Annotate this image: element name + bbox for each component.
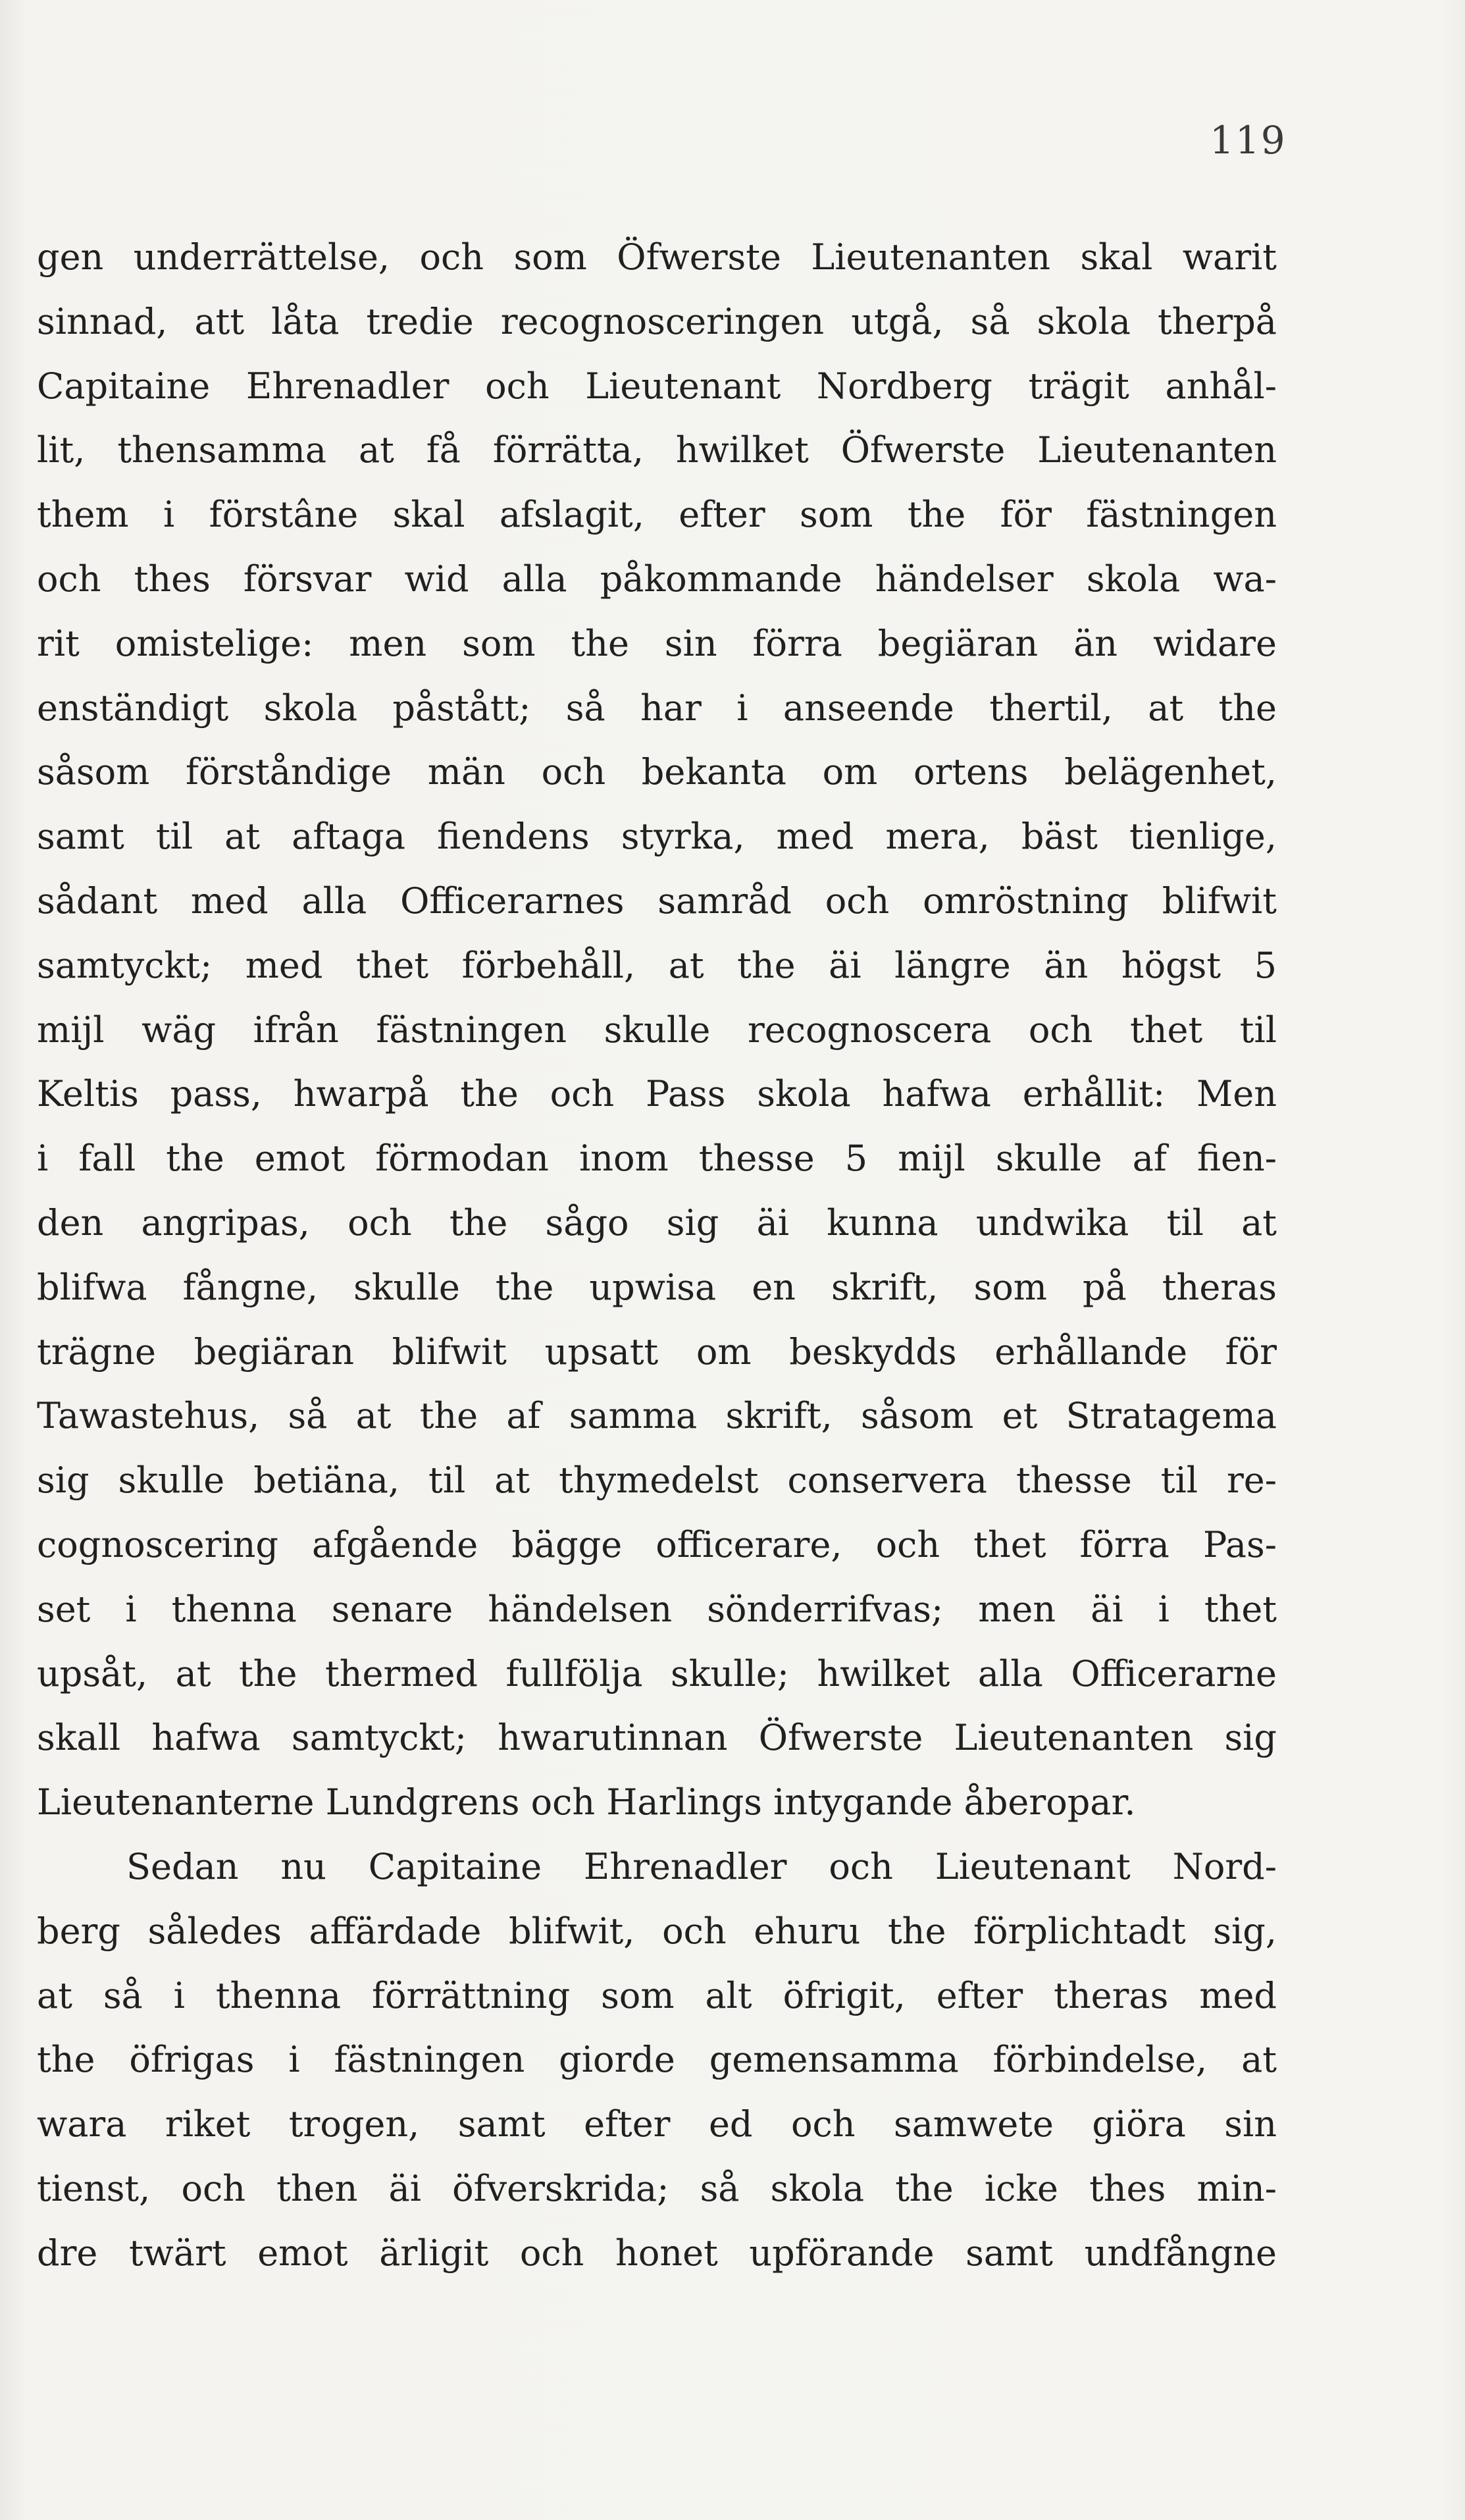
text-line: dre twärt emot ärligit och honet upförande samt undfångne: [37, 2232, 1277, 2274]
text-line: Tawastehus, så at the af samma skrift, såsom et Stratagema: [37, 1395, 1277, 1437]
text-line: the öfrigas i fästningen giorde gemensamma förbindelse, at: [37, 2039, 1277, 2081]
text-line: skall hafwa samtyckt; hwarutinnan Öfwerste Lieutenanten sig: [37, 1717, 1277, 1759]
text-line: i fall the emot förmodan inom thesse 5 mijl skulle af fien-: [37, 1138, 1277, 1180]
text-line: wara riket trogen, samt efter ed och samwete giöra sin: [37, 2103, 1277, 2145]
text-line: den angripas, och the sågo sig äi kunna undwika til at: [37, 1201, 1277, 1244]
text-line: berg således affärdade blifwit, och ehuru the förplichtadt sig,: [37, 1910, 1277, 1952]
text-line: blifwa fångne, skulle the upwisa en skrift, som på theras: [37, 1266, 1277, 1308]
text-line: samtyckt; med thet förbehåll, at the äi längre än högst 5: [37, 944, 1277, 986]
text-line: rit omistelige: men som the sin förra begiäran än widare: [37, 622, 1277, 664]
text-line: sig skulle betiäna, til at thymedelst conservera thesse til re-: [37, 1459, 1277, 1502]
text-line: set i thenna senare händelsen sönderrifvas; men äi i thet: [37, 1588, 1277, 1630]
page-number: 119: [1210, 118, 1287, 163]
text-line: tienst, och then äi öfverskrida; så skola the icke thes min-: [37, 2167, 1277, 2209]
text-line: Lieutenanterne Lundgrens och Harlings intygande åberopar.: [37, 1781, 1136, 1824]
text-line: sinnad, att låta tredie recognosceringen utgå, så skola therpå: [37, 300, 1277, 342]
text-line: Capitaine Ehrenadler och Lieutenant Nordberg trägit anhål-: [37, 365, 1277, 407]
text-line: trägne begiäran blifwit upsatt om beskydds erhållande för: [37, 1330, 1277, 1373]
body-text: [37, 225, 1277, 2286]
text-line: och thes försvar wid alla påkommande händelser skola wa-: [37, 558, 1277, 600]
text-line: them i förstâne skal afslagit, efter som the för fästningen: [37, 494, 1277, 536]
text-line: at så i thenna förrättning som alt öfrigit, efter theras med: [37, 1974, 1277, 2016]
text-line: lit, thensamma at få förrätta, hwilket Öfwerste Lieutenanten: [37, 429, 1277, 471]
text-line: mijl wäg ifrån fästningen skulle recognoscera och thet til: [37, 1009, 1277, 1051]
text-line: gen underrättelse, och som Öfwerste Lieutenanten skal warit: [37, 236, 1277, 278]
text-line: enständigt skola påstått; så har i anseende thertil, at the: [37, 687, 1277, 729]
text-line: samt til at aftaga fiendens styrka, med mera, bäst tienlige,: [37, 816, 1277, 858]
text-line: sådant med alla Officerarnes samråd och omröstning blifwit: [37, 879, 1277, 922]
text-line: såsom förståndige män och bekanta om ortens belägenhet,: [37, 751, 1277, 793]
text-line: cognoscering afgående bägge officerare, och thet förra Pas-: [37, 1523, 1277, 1565]
text-line: Sedan nu Capitaine Ehrenadler och Lieutenant Nord-: [126, 1845, 1277, 1887]
text-line: upsåt, at the thermed fullfölja skulle; hwilket alla Officerarne: [37, 1652, 1277, 1694]
text-line: Keltis pass, hwarpå the och Pass skola hafwa erhållit: Men: [37, 1073, 1277, 1115]
